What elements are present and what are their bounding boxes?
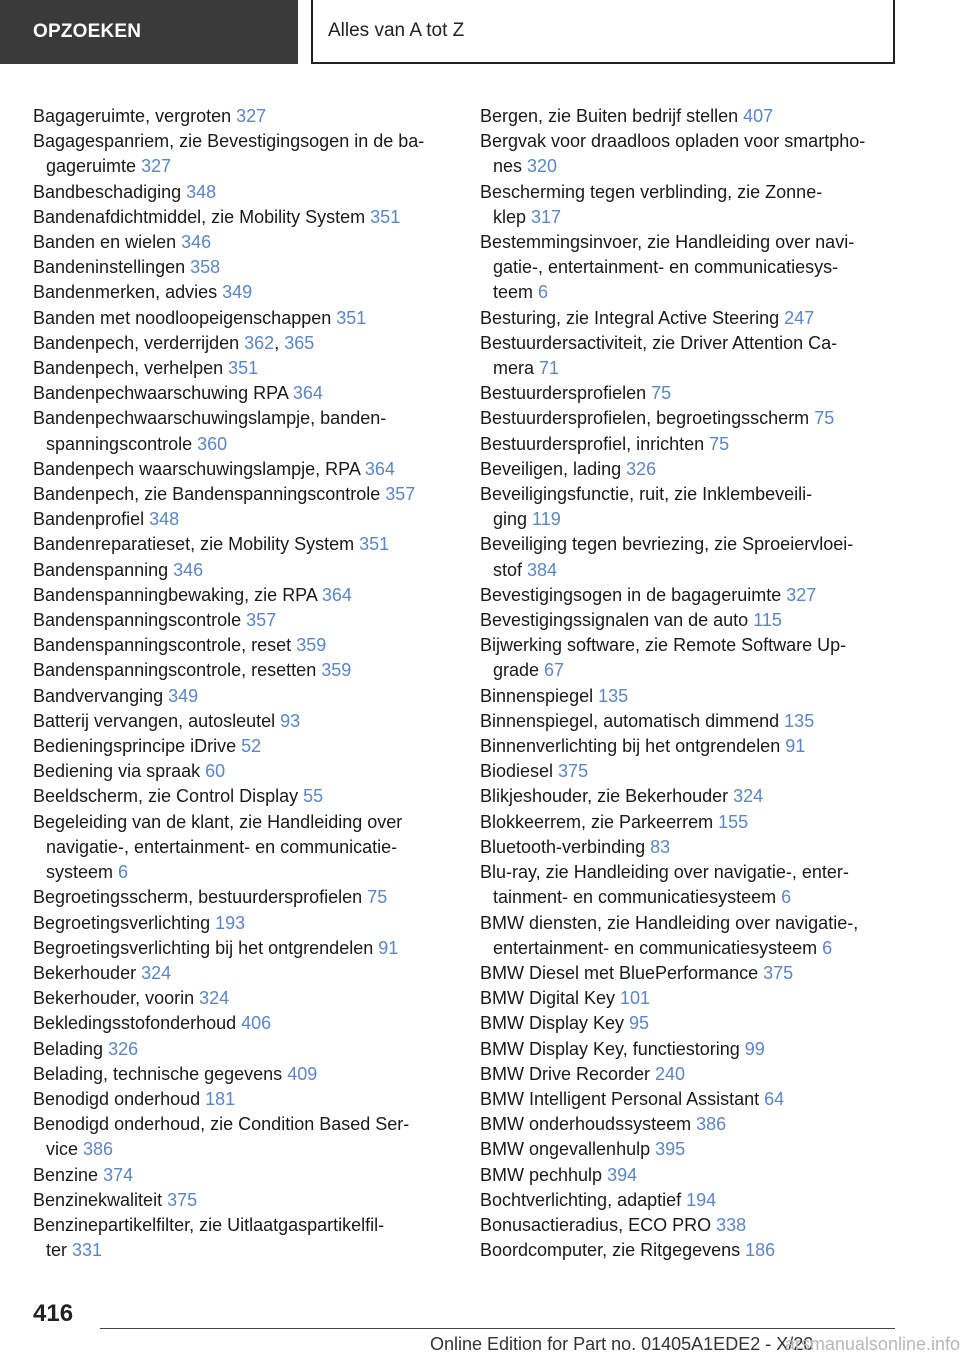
- index-entry: [33, 936, 453, 961]
- index-term: Bandenreparatieset, zie Mobility System: [33, 534, 360, 555]
- page-link[interactable]: 93: [280, 710, 301, 731]
- index-term: BMW pechhulp: [480, 1164, 608, 1185]
- page-link[interactable]: 394: [607, 1164, 638, 1185]
- index-entry: [33, 709, 453, 734]
- index-term: Banden met noodloopeigenschappen: [33, 307, 337, 328]
- page-number: 416: [33, 1300, 74, 1327]
- page-link[interactable]: 91: [378, 937, 399, 958]
- page-link[interactable]: 327: [236, 106, 267, 126]
- index-term: Boordcomputer, zie Ritgegevens: [480, 1240, 746, 1261]
- page-link[interactable]: 359: [296, 635, 327, 656]
- index-entry: [480, 381, 900, 406]
- page-link[interactable]: 181: [205, 1088, 236, 1109]
- index-entry: [33, 306, 453, 331]
- index-term: Binnenspiegel: [480, 685, 599, 706]
- page-link[interactable]: 349: [168, 685, 199, 706]
- index-term: BMW Diesel met BluePerformance: [480, 962, 764, 983]
- index-entry: [480, 1163, 900, 1188]
- index-term: Binnenverlichting bij het ontgrendelen: [480, 736, 786, 757]
- page-link[interactable]: 375: [558, 761, 589, 782]
- index-entry: [33, 558, 453, 583]
- index-term: Begeleiding van de klant, zie Handleiding over navigatie-, entertainment- en communicatie‐ systeem: [33, 811, 403, 883]
- index-entry: [480, 684, 900, 709]
- index-term: Bergen, zie Buiten bedrijf stellen: [480, 106, 744, 126]
- page-link[interactable]: 375: [763, 962, 794, 983]
- page-link[interactable]: 351: [228, 358, 259, 379]
- index-entry: [480, 835, 900, 860]
- page-link[interactable]: 324: [141, 962, 172, 983]
- index-entry: [480, 911, 900, 961]
- index-term: Bestuurdersprofielen, begroetingsscherm: [480, 408, 815, 429]
- footer-rule: [100, 1328, 895, 1329]
- index-entry: [33, 280, 453, 305]
- index-entry: [480, 406, 900, 431]
- index-entry: [480, 432, 900, 457]
- index-term: Bestuurdersprofielen: [480, 383, 652, 404]
- page-link[interactable]: 348: [149, 509, 180, 530]
- page-link[interactable]: 155: [718, 811, 749, 832]
- index-term: Bandenpech, zie Bandenspanningscontrole: [33, 484, 386, 505]
- index-term: Bedieningsprincipe iDrive: [33, 736, 242, 757]
- index-entry: [480, 961, 900, 986]
- index-entry: [480, 860, 900, 910]
- index-term: Beveiligingsfunctie, ruit, zie Inklembeveili‐ ging: [480, 484, 813, 530]
- page-link[interactable]: 349: [222, 282, 253, 303]
- index-term: Batterij vervangen, autosleutel: [33, 710, 281, 731]
- index-entry: [480, 709, 900, 734]
- index-term: Benodigd onderhoud: [33, 1088, 206, 1109]
- index-entry: [480, 1062, 900, 1087]
- page-link[interactable]: 186: [745, 1240, 776, 1261]
- page-link[interactable]: 346: [173, 559, 204, 580]
- index-term: BMW Intelligent Personal Assistant: [480, 1088, 765, 1109]
- index-entry: [480, 810, 900, 835]
- index-term: Bagagespanriem, zie Bevestigingsogen in de ba‐ gageruimte: [33, 131, 425, 177]
- page-link[interactable]: 364: [364, 458, 395, 479]
- index-term: BMW Drive Recorder: [480, 1063, 656, 1084]
- index-entry: [480, 1037, 900, 1062]
- index-term: Begroetingsverlichting bij het ontgrendelen: [33, 937, 379, 958]
- page-link[interactable]: 135: [598, 685, 629, 706]
- index-entry: [480, 986, 900, 1011]
- index-entry: [33, 1213, 453, 1263]
- page-link[interactable]: 75: [367, 887, 388, 908]
- page-link[interactable]: 119: [532, 509, 561, 530]
- page-link[interactable]: 384: [527, 559, 558, 580]
- index-entry: [33, 810, 453, 886]
- index-term: Belading: [33, 1038, 109, 1059]
- index-entry: [33, 129, 453, 179]
- index-entry: [33, 986, 453, 1011]
- index-term: BMW onderhoudssysteem: [480, 1114, 697, 1135]
- index-entry: [33, 457, 453, 482]
- index-entry: [480, 331, 900, 381]
- page-link[interactable]: 75: [651, 383, 672, 404]
- index-entry: [33, 356, 453, 381]
- chapter-title: Alles van A tot Z: [311, 0, 895, 64]
- edition-text: Online Edition for Part no. 01405A1EDE2 - X/20: [430, 1334, 814, 1354]
- page-link[interactable]: 346: [181, 232, 212, 253]
- page-link[interactable]: 348: [186, 181, 217, 202]
- index-term: Bandenspanningbewaking, zie RPA: [33, 584, 322, 605]
- page-link[interactable]: 359: [321, 660, 352, 681]
- page-link[interactable]: 75: [814, 408, 835, 429]
- index-entry: [33, 406, 453, 456]
- watermark-logo: arsmanualsonline.info: [784, 1334, 960, 1354]
- index-entry: [33, 759, 453, 784]
- index-term: Beveiliging tegen bevriezing, zie Sproeiervloei‐ stof: [480, 534, 854, 580]
- page-link[interactable]: 362: [244, 332, 275, 353]
- page-link[interactable]: 406: [241, 1013, 272, 1034]
- index-term: BMW Digital Key: [480, 988, 621, 1009]
- index-term: BMW diensten, zie Handleiding over navigatie-, entertainment- en communicatiesysteem: [480, 912, 859, 958]
- index-term: Bestuurdersprofiel, inrichten: [480, 433, 710, 454]
- page-link[interactable]: 360: [197, 433, 228, 454]
- index-entry: [33, 255, 453, 280]
- index-entry: [33, 104, 453, 129]
- index-entry: [33, 734, 453, 759]
- page-link[interactable]: 115: [753, 610, 782, 631]
- page-link[interactable]: 247: [784, 307, 815, 328]
- index-term: Blikjeshouder, zie Bekerhouder: [480, 786, 734, 807]
- index-term: Bandenpech, verderrijden: [33, 332, 245, 353]
- index-entry: [33, 583, 453, 608]
- page-link[interactable]: 135: [784, 710, 815, 731]
- page-link[interactable]: 317: [531, 206, 562, 227]
- index-entry: [480, 104, 900, 129]
- section-tab: OPZOEKEN: [0, 0, 298, 64]
- index-term: Begroetingsscherm, bestuurdersprofielen: [33, 887, 368, 908]
- page-link[interactable]: 55: [303, 786, 324, 807]
- index-term: Belading, technische gegevens: [33, 1063, 288, 1084]
- index-term: Bandenmerken, advies: [33, 282, 223, 303]
- index-entry: [33, 784, 453, 809]
- index-entry: [480, 1188, 900, 1213]
- index-entry: [480, 759, 900, 784]
- page-link[interactable]: 407: [743, 106, 774, 126]
- page-link[interactable]: 358: [190, 257, 221, 278]
- index-term: Bagageruimte, vergroten: [33, 106, 237, 126]
- index-entry: [480, 1238, 900, 1263]
- index-term: Bevestigingsogen in de bagageruimte: [480, 584, 787, 605]
- page-link[interactable]: 324: [733, 786, 764, 807]
- index-entry: [33, 1011, 453, 1036]
- page-link[interactable]: 351: [336, 307, 367, 328]
- index-term: Bandenpech waarschuwingslampje, RPA: [33, 458, 365, 479]
- page-link[interactable]: 338: [716, 1214, 747, 1235]
- page-link[interactable]: 67: [544, 660, 565, 681]
- index-entry: [480, 180, 900, 230]
- index-term: Bescherming tegen verblinding, zie Zonne‐ klep: [480, 181, 823, 227]
- index-term: Benzine: [33, 1164, 104, 1185]
- page-link[interactable]: 64: [764, 1088, 785, 1109]
- index-term: Bekerhouder, voorin: [33, 988, 200, 1009]
- index-term: Bandenafdichtmiddel, zie Mobility System: [33, 206, 371, 227]
- index-entry: [33, 1163, 453, 1188]
- index-entry: [33, 658, 453, 683]
- index-term: BMW Display Key: [480, 1013, 630, 1034]
- index-term: BMW Display Key, functiestoring: [480, 1038, 745, 1059]
- index-entry: [33, 205, 453, 230]
- index-term: Blu-ray, zie Handleiding over navigatie-, enter‐ tainment- en communicatiesysteem: [480, 862, 849, 908]
- page-link[interactable]: 351: [370, 206, 401, 227]
- index-term: Bekerhouder: [33, 962, 142, 983]
- index-term: Bestemmingsinvoer, zie Handleiding over navi‐ gatie-, entertainment- en communicatiesys‐ teem: [480, 232, 855, 303]
- index-entry: [33, 507, 453, 532]
- index-entry: [33, 1062, 453, 1087]
- page-link[interactable]: 91: [785, 736, 806, 757]
- page-link[interactable]: 71: [539, 358, 560, 379]
- index-term: Beeldscherm, zie Control Display: [33, 786, 304, 807]
- index-entry: [480, 583, 900, 608]
- index-entry: [480, 784, 900, 809]
- index-term: Bestuurdersactiviteit, zie Driver Attention Ca‐ mera: [480, 332, 838, 379]
- page-link[interactable]: 357: [385, 484, 416, 505]
- page-link[interactable]: 6: [118, 862, 129, 883]
- page-link[interactable]: 6: [822, 937, 833, 958]
- index-term: Begroetingsverlichting: [33, 912, 216, 933]
- page-link[interactable]: 194: [686, 1189, 717, 1210]
- index-term: Bandenprofiel: [33, 509, 150, 530]
- index-term: Benzinekwaliteit: [33, 1189, 168, 1210]
- index-term: BMW ongevallenhulp: [480, 1139, 656, 1160]
- index-term: Bandenpech, verhelpen: [33, 358, 229, 379]
- index-term: Benzinepartikelfilter, zie Uitlaatgaspartikelfil‐ ter: [33, 1214, 385, 1261]
- index-term: Biodiesel: [480, 761, 559, 782]
- page-link[interactable]: 193: [215, 912, 246, 933]
- page-link[interactable]: 75: [709, 433, 730, 454]
- page-link[interactable]: 52: [241, 736, 262, 757]
- index-term: Benodigd onderhoud, zie Condition Based Ser‐ vice: [33, 1114, 410, 1160]
- index-entry: [480, 1137, 900, 1162]
- index-term: Bevestigingssignalen van de auto: [480, 610, 754, 631]
- index-term: Bochtverlichting, adaptief: [480, 1189, 687, 1210]
- page-link[interactable]: 326: [108, 1038, 139, 1059]
- index-term: Beveiligen, lading: [480, 458, 627, 479]
- index-entry: [480, 633, 900, 683]
- index-term: Bediening via spraak: [33, 761, 206, 782]
- page-link[interactable]: 395: [655, 1139, 686, 1160]
- index-entry: [33, 961, 453, 986]
- index-term: Besturing, zie Integral Active Steering: [480, 307, 785, 328]
- index-term: Bandenpechwaarschuwing RPA: [33, 383, 293, 404]
- index-term: Bonusactieradius, ECO PRO: [480, 1214, 717, 1235]
- index-entry: [33, 1112, 453, 1162]
- index-entry: [480, 457, 900, 482]
- index-entry: [480, 129, 900, 179]
- page-link[interactable]: 365: [284, 332, 315, 353]
- index-term: Blokkeerrem, zie Parkeerrem: [480, 811, 719, 832]
- page-link[interactable]: 6: [781, 887, 792, 908]
- page-link[interactable]: 364: [292, 383, 323, 404]
- index-entry: Bandenpech, verderrijden 362, 365: [33, 332, 315, 353]
- page-link[interactable]: 95: [629, 1013, 650, 1034]
- index-term: Bandenspanning: [33, 559, 174, 580]
- page-link[interactable]: 327: [141, 156, 172, 177]
- index-term: Bandeninstellingen: [33, 257, 191, 278]
- page-link[interactable]: 326: [626, 458, 657, 479]
- page-link[interactable]: 320: [527, 156, 558, 177]
- index-entry: [480, 532, 900, 582]
- index-term: Bandenspanningscontrole, resetten: [33, 660, 322, 681]
- index-term: Bekledingsstofonderhoud: [33, 1013, 242, 1034]
- index-entry: [480, 608, 900, 633]
- index-term: Bandenpechwaarschuwingslampje, banden‐ spanningscontrole: [33, 408, 387, 454]
- page-link[interactable]: 324: [199, 988, 230, 1009]
- index-term: Bandenspanningscontrole: [33, 610, 247, 631]
- index-entry: [480, 1011, 900, 1036]
- page-link[interactable]: 327: [786, 584, 817, 605]
- index-term: Bijwerking software, zie Remote Software Up‐ grade: [480, 635, 847, 681]
- index-term: Bandenspanningscontrole, reset: [33, 635, 297, 656]
- index-entry: [480, 1213, 900, 1238]
- index-term: Bluetooth-verbinding: [480, 836, 651, 857]
- index-entry: [33, 532, 453, 557]
- page-link[interactable]: 60: [205, 761, 226, 782]
- index-entry: [33, 230, 453, 255]
- index-entry: [480, 482, 900, 532]
- page-link[interactable]: 409: [287, 1063, 318, 1084]
- index-term: Bergvak voor draadloos opladen voor smartpho‐ nes: [480, 131, 866, 177]
- index-entry: [33, 1037, 453, 1062]
- index-entry: [33, 381, 453, 406]
- page-link[interactable]: 374: [103, 1164, 134, 1185]
- index-entry: [33, 684, 453, 709]
- index-term: Binnenspiegel, automatisch dimmend: [480, 710, 785, 731]
- page-link[interactable]: 364: [321, 584, 352, 605]
- page-link[interactable]: 386: [83, 1139, 114, 1160]
- index-entry: [480, 230, 900, 306]
- page-link[interactable]: 331: [72, 1240, 103, 1261]
- index-entry: [33, 1188, 453, 1213]
- page-link[interactable]: 240: [655, 1063, 686, 1084]
- page-link[interactable]: 351: [359, 534, 390, 555]
- index-term: Banden en wielen: [33, 232, 182, 253]
- index-term: Bandbeschadiging: [33, 181, 187, 202]
- index-entry: [33, 911, 453, 936]
- index-entry: [480, 734, 900, 759]
- page-link[interactable]: 83: [650, 836, 671, 857]
- index-entry: [33, 180, 453, 205]
- index-term: Bandvervanging: [33, 685, 169, 706]
- index-entry: [33, 633, 453, 658]
- index-entry: [33, 608, 453, 633]
- page-link[interactable]: 386: [696, 1114, 727, 1135]
- page-link[interactable]: 99: [744, 1038, 765, 1059]
- index-entry: [480, 1112, 900, 1137]
- page-link[interactable]: 357: [246, 610, 277, 631]
- index-column-right: [480, 104, 900, 1263]
- index-entry: [480, 1087, 900, 1112]
- page-link[interactable]: 101: [620, 988, 651, 1009]
- page-link[interactable]: 6: [538, 282, 549, 303]
- index-column-left: [33, 104, 453, 1263]
- index-entry: [33, 482, 453, 507]
- index-entry: [33, 885, 453, 910]
- page-link[interactable]: 375: [167, 1189, 198, 1210]
- index-entry: [33, 1087, 453, 1112]
- index-entry: [480, 306, 900, 331]
